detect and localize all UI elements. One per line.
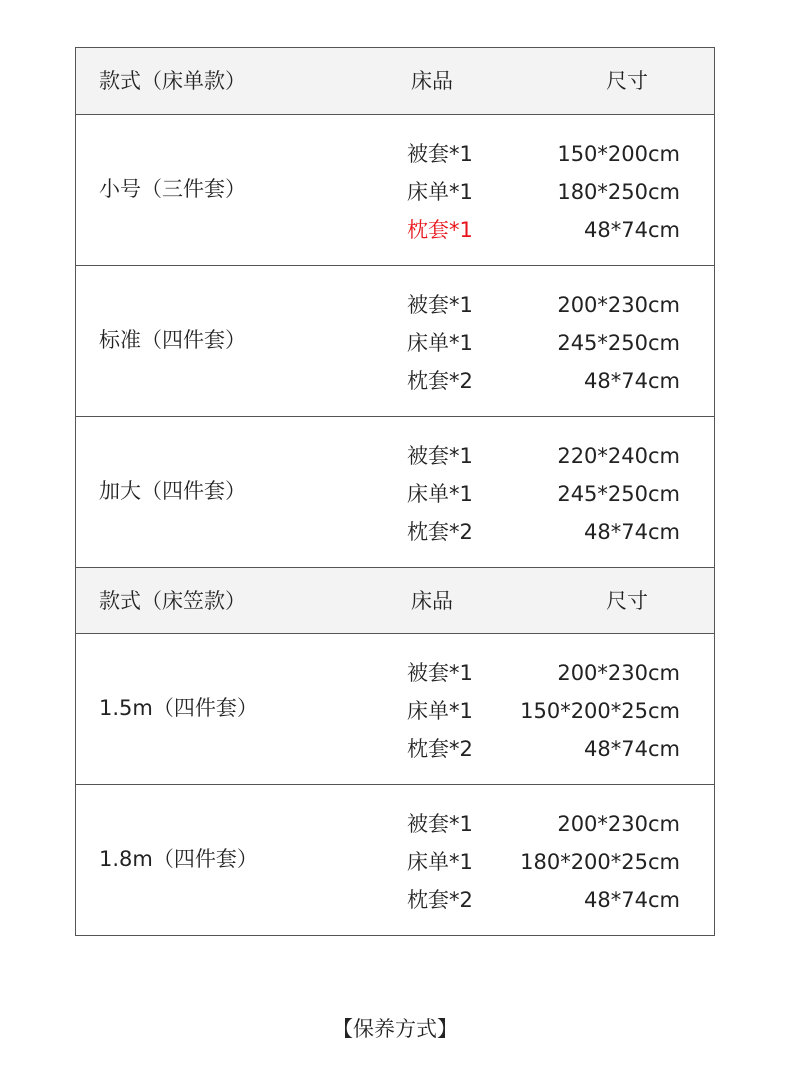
row-item: 枕套*2 bbox=[407, 737, 473, 761]
row-item: 被套*1 bbox=[407, 444, 473, 468]
table-row bbox=[76, 114, 714, 265]
table-header-row bbox=[76, 48, 714, 114]
row-item: 床单*1 bbox=[407, 482, 473, 506]
row-style: 1.8m（四件套） bbox=[99, 847, 258, 871]
row-size: 200*230cm bbox=[557, 293, 680, 317]
row-item-highlighted: 枕套*1 bbox=[407, 218, 473, 242]
row-item: 被套*1 bbox=[407, 812, 473, 836]
row-style: 加大（四件套） bbox=[99, 479, 246, 503]
care-instructions-heading: 【保养方式】 bbox=[332, 1017, 458, 1041]
row-size: 220*240cm bbox=[557, 444, 680, 468]
size-table bbox=[75, 47, 715, 936]
row-size: 48*74cm bbox=[584, 888, 680, 912]
header-style: 款式（床笠款） bbox=[99, 589, 246, 613]
row-item: 被套*1 bbox=[407, 142, 473, 166]
table-header-row bbox=[76, 567, 714, 633]
table-row bbox=[76, 633, 714, 784]
row-size: 245*250cm bbox=[557, 331, 680, 355]
header-style: 款式（床单款） bbox=[99, 69, 246, 93]
row-style: 标准（四件套） bbox=[99, 328, 246, 352]
row-size: 200*230cm bbox=[557, 661, 680, 685]
table-row bbox=[76, 784, 714, 935]
row-size: 48*74cm bbox=[584, 520, 680, 544]
table-row bbox=[76, 416, 714, 567]
header-size: 尺寸 bbox=[606, 69, 648, 93]
row-item: 床单*1 bbox=[407, 699, 473, 723]
row-size: 48*74cm bbox=[584, 737, 680, 761]
header-item: 床品 bbox=[411, 69, 453, 93]
row-item: 床单*1 bbox=[407, 850, 473, 874]
row-item: 床单*1 bbox=[407, 331, 473, 355]
row-size: 150*200*25cm bbox=[520, 699, 680, 723]
row-size: 48*74cm bbox=[584, 369, 680, 393]
row-item: 床单*1 bbox=[407, 180, 473, 204]
row-size: 245*250cm bbox=[557, 482, 680, 506]
header-item: 床品 bbox=[411, 589, 453, 613]
header-size: 尺寸 bbox=[606, 589, 648, 613]
row-item: 枕套*2 bbox=[407, 369, 473, 393]
row-style: 1.5m（四件套） bbox=[99, 696, 258, 720]
row-size: 48*74cm bbox=[584, 218, 680, 242]
row-size: 180*250cm bbox=[557, 180, 680, 204]
table-row bbox=[76, 265, 714, 416]
row-size: 200*230cm bbox=[557, 812, 680, 836]
row-item: 被套*1 bbox=[407, 661, 473, 685]
row-item: 枕套*2 bbox=[407, 888, 473, 912]
row-size: 150*200cm bbox=[557, 142, 680, 166]
row-item: 枕套*2 bbox=[407, 520, 473, 544]
row-size: 180*200*25cm bbox=[520, 850, 680, 874]
row-style: 小号（三件套） bbox=[99, 177, 246, 201]
row-item: 被套*1 bbox=[407, 293, 473, 317]
